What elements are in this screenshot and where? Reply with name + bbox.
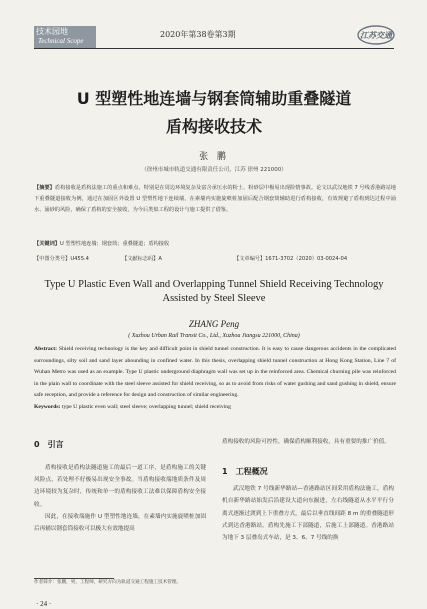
intro-continuation: 盾构接收的风险可控性，确保盾构顺利接收，具有重要的推广价值。: [222, 439, 390, 445]
clc-number: 【中图分类号】U455.4: [34, 256, 89, 262]
intro-paragraph-2: 因此，在接收端施作 U 型塑性地连墙，在素墙内实施旋喷桩加固后再辅以钢套筒接收可以极大有效地提高: [34, 513, 206, 533]
footnote-rule: [34, 578, 114, 579]
english-title-line-1: Type U Plastic Even Wall and Overlapping Tunnel Shield Receiving Technology: [44, 279, 384, 290]
overview-paragraph: 武汉地铁 7 号线新华路站—香港路站区间采用盾构法施工，盾构机自新华路站始发后沿建设大道向东掘进，左右线隧道从水平平行分离式逐渐过渡到上下重叠方式，最后以垂直线间距 8 m 的重叠隧道形式到达香港路站。盾构先施工下部隧道，后施工上部隧道。香港路站为地下 3 层叠岛式车站，是 3、6、7 号线的换: [222, 486, 394, 542]
title-line-2: 盾构接收技术: [165, 117, 262, 136]
intro-heading: 0 引言: [34, 440, 64, 449]
title-line-1: U 型塑性地连墙与钢套筒辅助重叠隧道: [76, 89, 352, 108]
column-title-cn: 技术园地: [36, 27, 68, 36]
english-abstract-label: Abstract:: [34, 346, 58, 352]
english-keywords-text: type U plastic even wall; steel sleeve; overlapping tunnel; shield receiving: [61, 404, 231, 410]
keywords-cn-label: 【关键词】: [34, 241, 60, 247]
header-rule: [34, 48, 394, 49]
author-footnote: 作者简介：张鹏，男，工程师，研究方向为轨道交通工程施工技术管理。: [34, 580, 182, 585]
keywords-cn: [34, 240, 396, 247]
english-keywords: [34, 404, 396, 410]
abstract-cn-label: 【摘要】: [34, 185, 55, 191]
keywords-cn-text: U 型塑性地连墙；钢套筒；重叠隧道；盾构接收: [59, 241, 170, 247]
english-author: ZHANG Peng: [188, 319, 240, 329]
right-column: [222, 436, 394, 544]
author-affiliation: （徐州市城市轨道交通有限责任公司，江苏 徐州 221000）: [141, 167, 287, 173]
overview-heading: 1 工程概况: [222, 467, 268, 477]
english-title: [34, 278, 394, 306]
journal-logo: [357, 24, 395, 46]
english-affiliation: ( Xuzhou Urban Rail Transit Co., Ltd., Xuzhou Jiangsu 221000, China): [128, 333, 300, 339]
page-number: · 24 ·: [36, 600, 52, 608]
author-name: 张 鹏: [199, 152, 229, 162]
english-title-line-2: Assisted by Steel Sleeve: [162, 293, 266, 304]
english-abstract: [34, 344, 396, 402]
abstract-cn-text: 盾构接收是盾构法施工的重点和难点，特别是在周边环境复杂及富含承压水的粉土、粉砂层中极易出现险情事故。论文以武汉地铁 7 号线香港路站地下重叠隧道接收为例，通过在加固区外设置 U 型塑性地下连续墙，在素墙内实施旋喷桩加固后配合钢套筒辅助进行盾构接收，有效规避了盾构到达过程中涌水、涌砂的风险，确保了盾构的安全接收，为今后类似工程的设计与施工提供了借鉴。: [34, 185, 396, 213]
column-title-en: Technical Scope: [38, 37, 84, 45]
english-abstract-text: Shield receiving technology is the key and difficult point in shield tunnel construction. It is easy to cause dangerous accidents in the complicated surroundings, silty soil and sand layer abounding in confined water. In this thesis, overlapping shield tunnel construction at Hong Kong Station, Line 7 of Wuhan Metro was used as an example. Type U plastic underground diaphragm wall was set up in the reinforced area. Chemical churning pile was reinforced in the plain wall to coordinate with the steel sleeve assisted for shield receiving, so as to avoid from risks of water gushing and sand gushing in shield, ensure safe reception, and provide a reference for design and construction of similar engineering.: [34, 346, 397, 399]
intro-paragraph-1: 盾构接收是盾构法隧道施工的最后一道工序，是盾构施工的关键风险点，若处理不好极易出现安全事故。当盾构接收端地质条件及周边环境较为复杂时，传统和单一的盾构接收工法难以保障盾构安全接收。: [34, 465, 206, 508]
document-code: 【文献标志码】A: [122, 256, 162, 262]
logo-text: 江苏交通: [360, 31, 392, 40]
issue-info: 2020年第38卷第3期: [160, 30, 236, 39]
left-column: [34, 462, 206, 535]
article-number: 【文章编号】1671-3702（2020）03-0024-04: [234, 256, 348, 262]
abstract-cn: [34, 183, 396, 216]
english-keywords-label: Keywords:: [34, 404, 61, 410]
